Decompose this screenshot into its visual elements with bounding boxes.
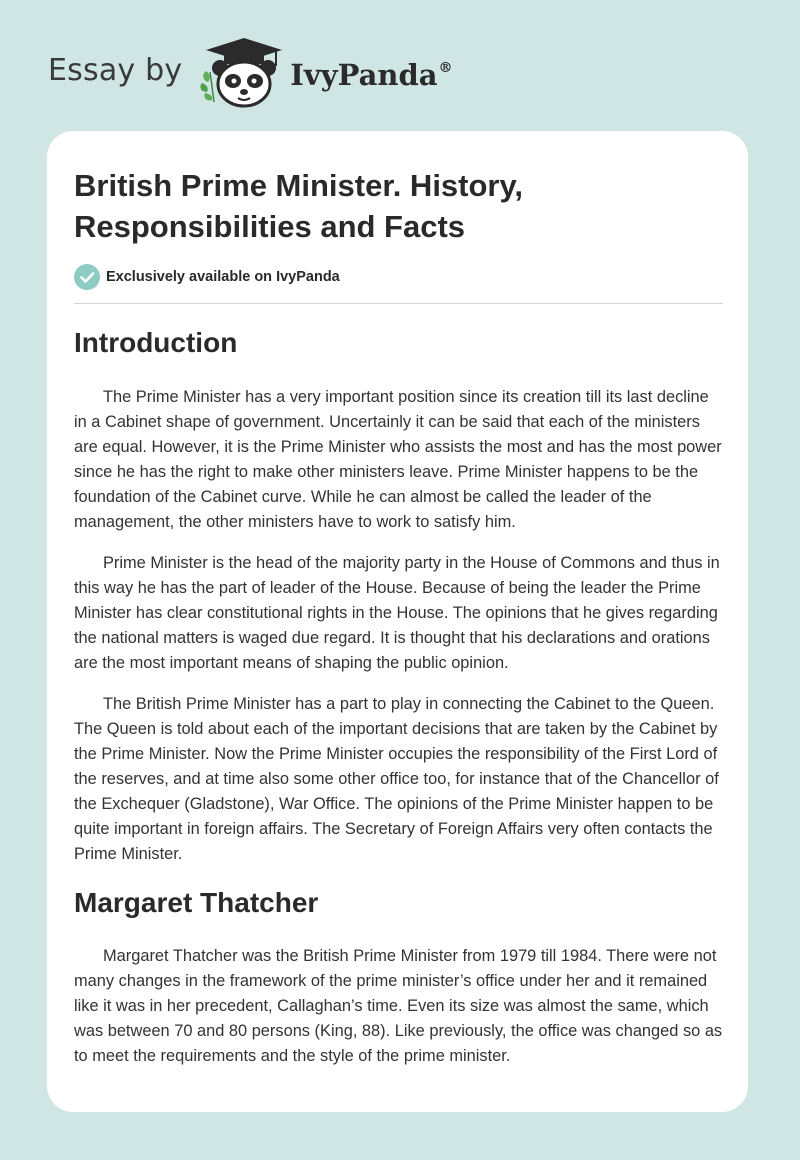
paragraph: Margaret Thatcher was the British Prime Minister from 1979 till 1984. There were not many changes in the framework of the prime minister’s office under her and it remained like it was in her precedent, Callaghan’s time. Even its size was almost the same, which was between 70 and 80 persons (King, 88). Like previously, the office was changed so as to meet the requirements and the style of the prime minister. [74, 947, 723, 1065]
section-heading-introduction: Introduction [74, 327, 238, 358]
essay-card [47, 131, 748, 1112]
brand-name: IvyPanda® [290, 58, 453, 92]
paragraph: The British Prime Minister has a part to play in connecting the Cabinet to the Queen. The Queen is told about each of the important decisions that are taken by the Cabinet by the Prime Minister. Now the Prime Minister occupies the responsibility of the First Lord of the reserves, and at time also some other office too, for instance that of the Chancellor of the Exchequer (Gladstone), War Office. The opinions of the Prime Minister happen to be quite important in foreign affairs. The Secretary of Foreign Affairs very often contacts the Prime Minister. [74, 695, 719, 863]
site-header [48, 36, 453, 108]
paragraph: Prime Minister is the head of the majority party in the House of Commons and thus in this way he has the part of leader of the House. Because of being the leader the Prime Minister has clear constitutional rights in the House. The opinions that he gives regarding the national matters is waged due regard. It is thought that his declarations and orations are the most important means of shaping the public opinion. [74, 554, 720, 672]
exclusive-badge-label: Exclusively available on IvyPanda [106, 269, 340, 285]
ivypanda-logo[interactable] [198, 36, 452, 108]
panda-graduate-logo-icon [198, 36, 284, 108]
exclusive-badge [74, 264, 340, 290]
paragraph: The Prime Minister has a very important position since its creation till its last decline in a Cabinet shape of government. Uncertainly it can be said that each of the ministers are equal. However, it is the Prime Minister who assists the most and has the most power since he has the right to make other ministers leave. Prime Minister happens to be the foundation of the Cabinet curve. While he can almost be called the leader of the management, the other ministers have to work to satisfy him. [74, 388, 722, 531]
essay-by-label: Essay by [48, 52, 183, 88]
section-heading-margaret-thatcher: Margaret Thatcher [74, 887, 319, 918]
divider [74, 303, 723, 304]
essay-title: British Prime Minister. History, Responsibilities and Facts [74, 168, 524, 244]
registered-mark: ® [438, 60, 453, 76]
check-circle-icon [74, 264, 100, 290]
